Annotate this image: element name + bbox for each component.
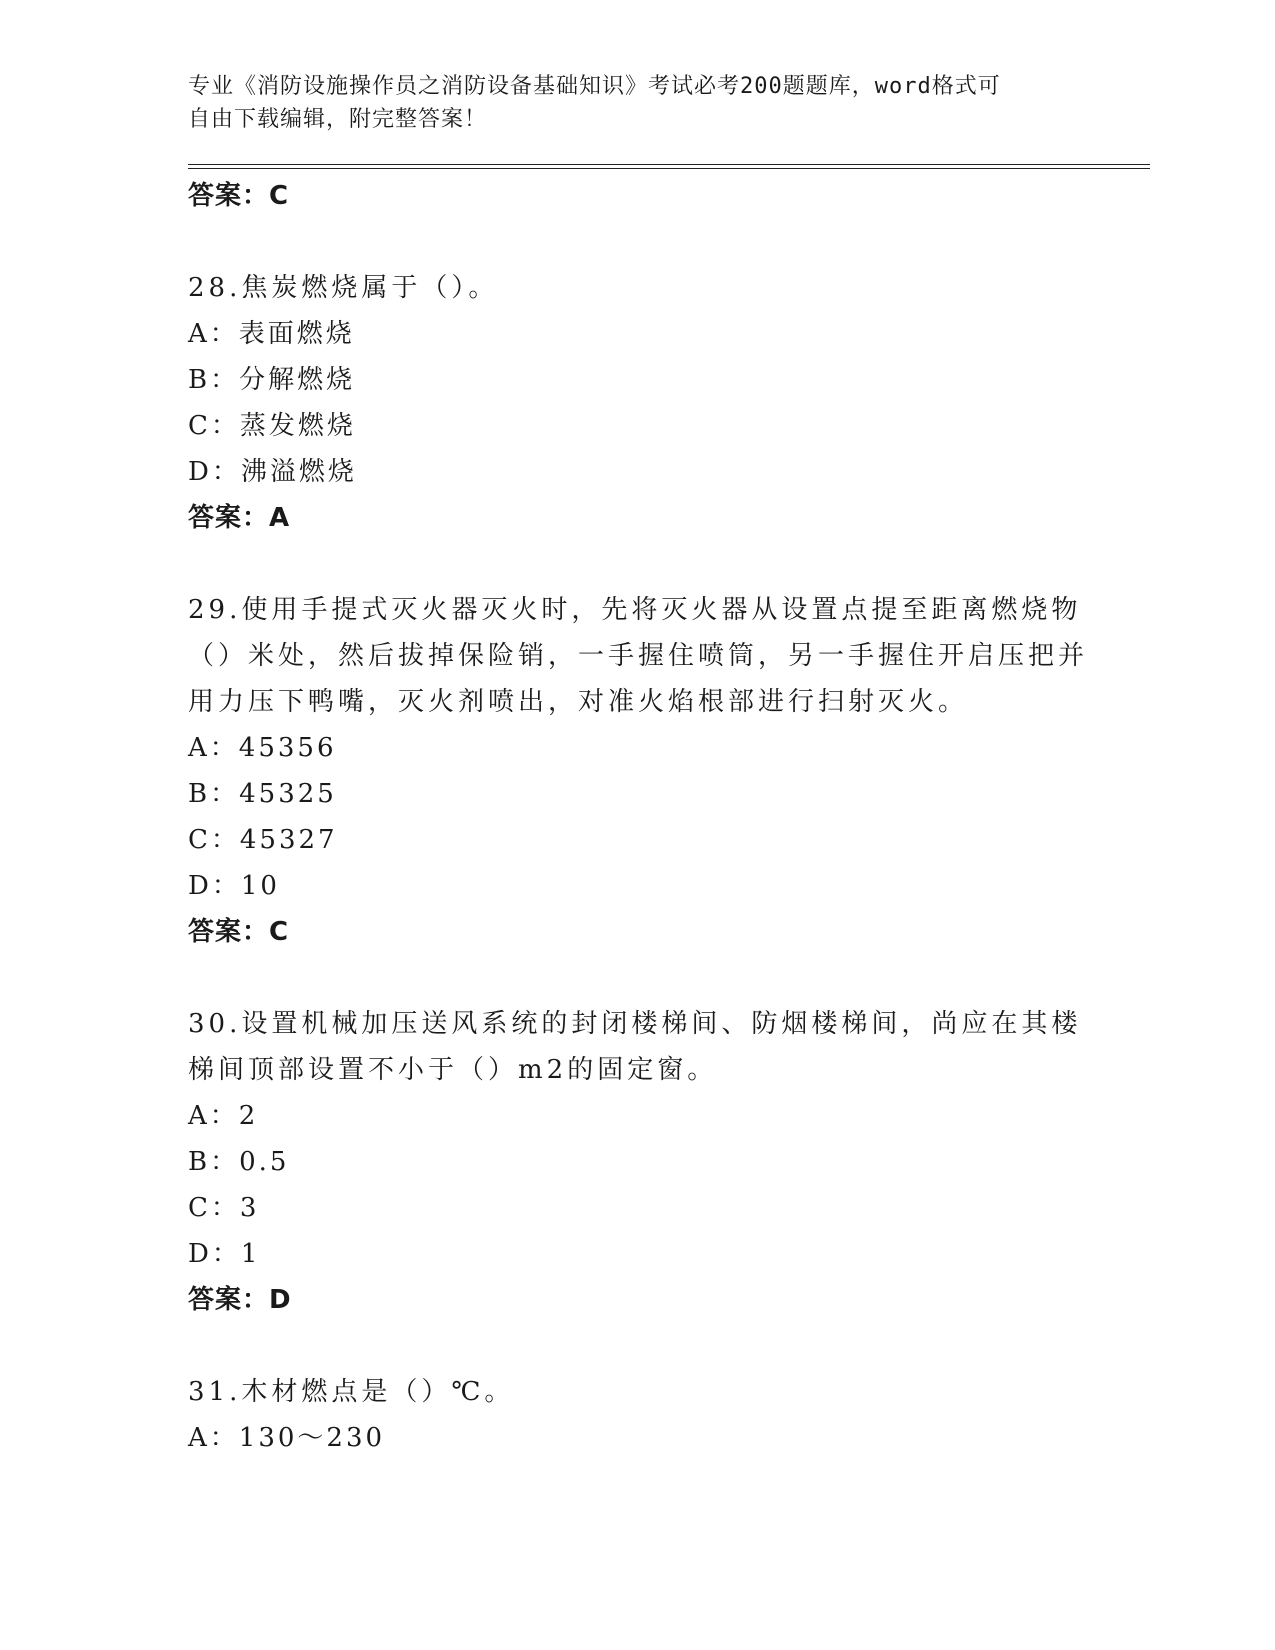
option-d: D：1 <box>188 1239 261 1269</box>
option-d: D：10 <box>188 871 280 901</box>
header-line-2: 自由下载编辑，附完整答案！ <box>188 107 488 132</box>
option-a: A：表面燃烧 <box>188 319 355 349</box>
answer: 答案：D <box>188 1285 292 1315</box>
header-line-1: 专业《消防设施操作员之消防设备基础知识》考试必考200题题库，word格式可 <box>188 74 1001 99</box>
question-text: 28.焦炭燃烧属于（）。 <box>188 273 499 303</box>
question-30 <box>188 1001 1150 1323</box>
option-a: A：45356 <box>188 733 337 763</box>
question-text: 31.木材燃点是（）℃。 <box>188 1377 515 1407</box>
answer: 答案：C <box>188 917 290 947</box>
option-d: D：沸溢燃烧 <box>188 457 357 487</box>
question-28 <box>188 265 1150 541</box>
option-c: C：3 <box>188 1193 260 1223</box>
document-page <box>188 70 1150 1461</box>
document-header <box>188 70 1068 136</box>
option-c: C：蒸发燃烧 <box>188 411 356 441</box>
previous-answer: 答案：C <box>188 181 290 211</box>
question-text: 29.使用手提式灭火器灭火时，先将灭火器从设置点提至距离燃烧物（）米处，然后拔掉保险销，一手握住喷筒，另一手握住开启压把并用力压下鸭嘴，灭火剂喷出，对准火焰根部进行扫射灭火。 <box>188 595 1089 717</box>
option-b: B：0.5 <box>188 1147 290 1177</box>
question-text: 30.设置机械加压送风系统的封闭楼梯间、防烟楼梯间，尚应在其楼梯间顶部设置不小于（）m2的固定窗。 <box>188 1009 1082 1085</box>
option-b: B：分解燃烧 <box>188 365 356 395</box>
answer: 答案：A <box>188 503 291 533</box>
header-divider <box>188 164 1150 169</box>
question-31 <box>188 1369 1150 1461</box>
option-a: A：2 <box>188 1101 259 1131</box>
option-a: A：130～230 <box>188 1423 386 1453</box>
option-c: C：45327 <box>188 825 338 855</box>
question-29 <box>188 587 1150 955</box>
option-b: B：45325 <box>188 779 337 809</box>
